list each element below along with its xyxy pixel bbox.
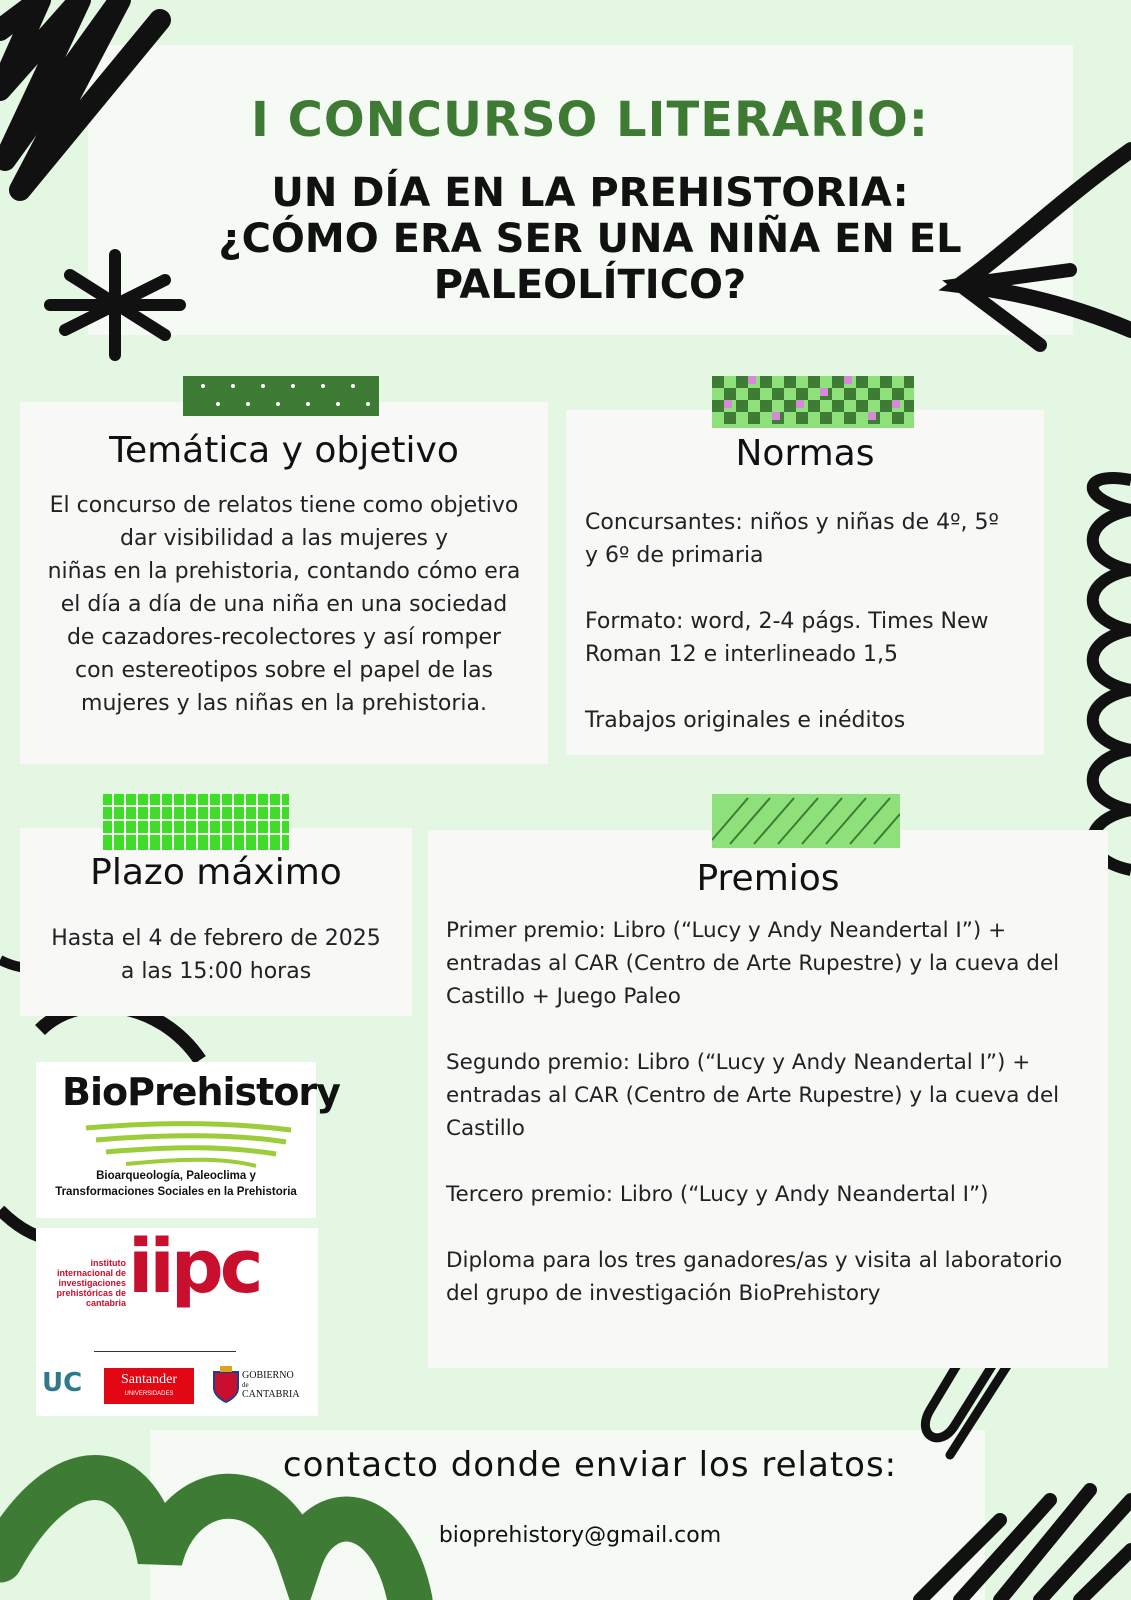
premio-2-line: Segundo premio: Libro (“Lucy y Andy Neandertal I”) +	[446, 1050, 1031, 1075]
normas-heading: Normas	[735, 433, 875, 474]
iipc-text-line: instituto	[90, 1258, 126, 1268]
premio-1-line: Castillo + Juego Paleo	[446, 984, 681, 1009]
iipc-text-line: internacional de	[56, 1268, 126, 1278]
premio-3-line: Tercero premio: Libro (“Lucy y Andy Neandertal I”)	[446, 1182, 989, 1207]
tematica-line: el día a día de una niña en una sociedad	[60, 592, 508, 617]
santander-logo	[104, 1368, 194, 1404]
bioprehistory-sub-1: Bioarqueología, Paleoclima y	[96, 1170, 256, 1182]
subtitle-line-2: ¿CÓMO ERA SER UNA NIÑA EN EL	[218, 216, 962, 262]
iipc-mark: iipc	[128, 1224, 260, 1310]
premio-2-line: entradas al CAR (Centro de Arte Rupestre) y la cueva del	[446, 1083, 1060, 1108]
bioprehistory-lines-icon	[76, 1120, 296, 1170]
gobierno-text	[242, 1370, 300, 1400]
contest-title: I CONCURSO LITERARIO:	[251, 92, 929, 148]
normas-item-2-line-1: Formato: word, 2-4 págs. Times New	[585, 609, 989, 634]
logos-divider	[94, 1351, 236, 1352]
iipc-text-line: investigaciones	[58, 1278, 126, 1288]
premio-1-line: Primer premio: Libro (“Lucy y Andy Neandertal I”) +	[446, 918, 1007, 943]
premios-heading: Premios	[696, 858, 840, 899]
tematica-line: de cazadores-recolectores y así romper	[66, 625, 502, 650]
iipc-text-line: cantabria	[85, 1298, 126, 1308]
normas-item-1-line-1: Concursantes: niños y niñas de 4º, 5º	[585, 510, 999, 535]
premio-4-line: Diploma para los tres ganadores/as y visita al laboratorio	[446, 1248, 1063, 1273]
tematica-heading: Temática y objetivo	[109, 430, 459, 471]
premios-text	[446, 914, 1106, 1310]
contact-heading: contacto donde enviar los relatos:	[282, 1445, 898, 1485]
tematica-line: El concurso de relatos tiene como objetivo	[49, 493, 519, 518]
bioprehistory-name: BioPrehistory	[62, 1070, 340, 1114]
tematica-text	[20, 489, 548, 720]
santander-sub: UNIVERSIDADES	[124, 1391, 174, 1397]
tematica-line: mujeres y las niñas en la prehistoria.	[81, 691, 487, 716]
premio-2-line: Castillo	[446, 1116, 525, 1141]
gobierno-line: de	[242, 1381, 249, 1389]
tematica-line: niñas en la prehistoria, contando cómo era	[47, 559, 521, 584]
normas-item-2-line-2: Roman 12 e interlineado 1,5	[585, 642, 898, 667]
contest-subtitle	[150, 170, 1030, 308]
tape-dotted	[183, 376, 379, 416]
bioprehistory-sub-2: Transformaciones Sociales en la Prehistoria	[55, 1186, 297, 1198]
subtitle-line-1: UN DÍA EN LA PREHISTORIA:	[271, 170, 909, 216]
iipc-text-line: prehistóricas de	[56, 1288, 126, 1298]
bioprehistory-logo	[36, 1062, 340, 1218]
premio-1-line: entradas al CAR (Centro de Arte Rupestre) y la cueva del	[446, 951, 1060, 976]
gobierno-line: CANTABRIA	[242, 1389, 300, 1400]
normas-item-3: Trabajos originales e inéditos	[585, 708, 906, 733]
contact-email[interactable]: bioprehistory@gmail.com	[438, 1523, 722, 1548]
santander-name: Santander	[121, 1372, 177, 1387]
premio-4-line: del grupo de investigación BioPrehistory	[446, 1281, 881, 1306]
tape-stripes	[712, 794, 900, 848]
plazo-line-1: Hasta el 4 de febrero de 2025	[51, 926, 381, 951]
tape-grid	[103, 794, 289, 850]
plazo-line-2: a las 15:00 horas	[120, 959, 312, 984]
plazo-text	[20, 922, 412, 988]
uc-logo: UC	[42, 1368, 83, 1398]
gobierno-line: GOBIERNO	[242, 1370, 294, 1381]
tematica-line: con estereotipos sobre el papel de las	[74, 658, 494, 683]
normas-text	[585, 506, 1035, 737]
tematica-line: dar visibilidad a las mujeres y	[119, 526, 448, 551]
cantabria-shield-icon	[212, 1364, 240, 1404]
plazo-heading: Plazo máximo	[90, 852, 342, 893]
subtitle-line-3: PALEOLÍTICO?	[433, 262, 747, 308]
iipc-text	[54, 1258, 126, 1308]
normas-item-1-line-2: y 6º de primaria	[585, 543, 764, 568]
iipc-logos-box	[36, 1224, 318, 1416]
tape-checkered	[712, 376, 914, 428]
